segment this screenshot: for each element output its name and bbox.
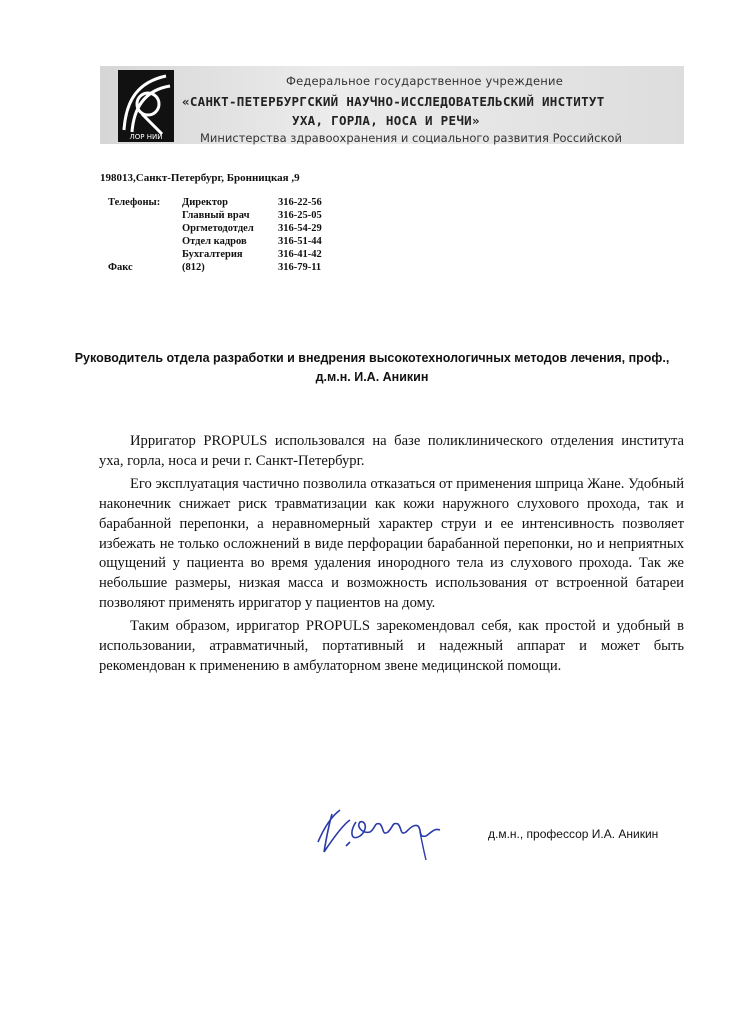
letterhead-ministry: Министерства здравоохранения и социального развития Российской [200,131,622,145]
body-paragraph: Ирригатор PROPULS использовался на базе поликлинического отделения института уха, горла, носа и речи г. Санкт-Петербург. [99,433,684,469]
contact-number: 316-41-42 [278,249,322,260]
contact-row [108,196,338,209]
heading-line: Руководитель отдела разработки и внедрения высокотехнологичных методов лечения, проф., [74,351,670,365]
contact-dept: Бухгалтерия [182,249,243,260]
contact-row [108,222,338,235]
contact-row [108,209,338,222]
fax-code: (812) [182,262,205,273]
contact-number: 316-54-29 [278,223,322,234]
body-paragraph: Его эксплуатация частично позволила отказаться от применения шприца Жане. Удобный наконечник снижает риск травматизации как кожи наружного слухового прохода, так и барабанной перепонки, а неравномерный характер струи и ее интенсивность позволяет избежать не только осложнений в виде перфорации барабанной перепонки, но и неприятных ощущений у пациента во время удаления инородного тела из слухового прохода. Так же небольшие размеры, низкая масса и возможность использования от встроенной батареи позволяют применять ирригатор у пациентов на дому. [99,476,684,611]
fax-label: Факс [108,262,133,273]
contact-number: 316-22-56 [278,197,322,208]
contact-row [108,235,338,248]
heading-line: д.м.н. И.А. Аникин [315,370,429,384]
fax-number: 316-79-11 [278,262,322,273]
contact-dept: Оргметодотдел [182,223,254,234]
contact-row-fax [108,261,338,274]
contacts-table [108,196,338,274]
handwritten-signature [310,802,450,862]
contact-number: 316-51-44 [278,236,322,247]
letter-body [99,432,684,680]
letterhead-institute-name: «САНКТ-ПЕТЕРБУРГСКИЙ НАУЧНО-ИССЛЕДОВАТЕЛЬСКИЙ ИНСТИТУТ [182,94,605,109]
phones-label: Телефоны: [108,197,161,208]
letter-heading [60,349,684,387]
contact-row [108,248,338,261]
body-paragraph: Таким образом, ирригатор PROPULS зарекомендовал себя, как простой и удобный в использовании, атравматичный, портативный и надежный аппарат и может быть рекомендован к применению в амбулаторном звене медицинской помощи. [99,618,684,674]
contact-number: 316-25-05 [278,210,322,221]
institute-address: 198013,Санкт-Петербург, Бронницкая ,9 [100,172,300,184]
contact-dept: Главный врач [182,210,250,221]
contact-dept: Отдел кадров [182,236,247,247]
letterhead-org-type: Федеральное государственное учреждение [286,74,563,88]
svg-text:ЛОР НИИ: ЛОР НИИ [129,133,163,141]
contact-dept: Директор [182,197,228,208]
institute-logo [118,70,174,142]
signer-name: д.м.н., профессор И.А. Аникин [488,827,659,841]
letterhead-institute-name-cont: УХА, ГОРЛА, НОСА И РЕЧИ» [292,113,480,128]
